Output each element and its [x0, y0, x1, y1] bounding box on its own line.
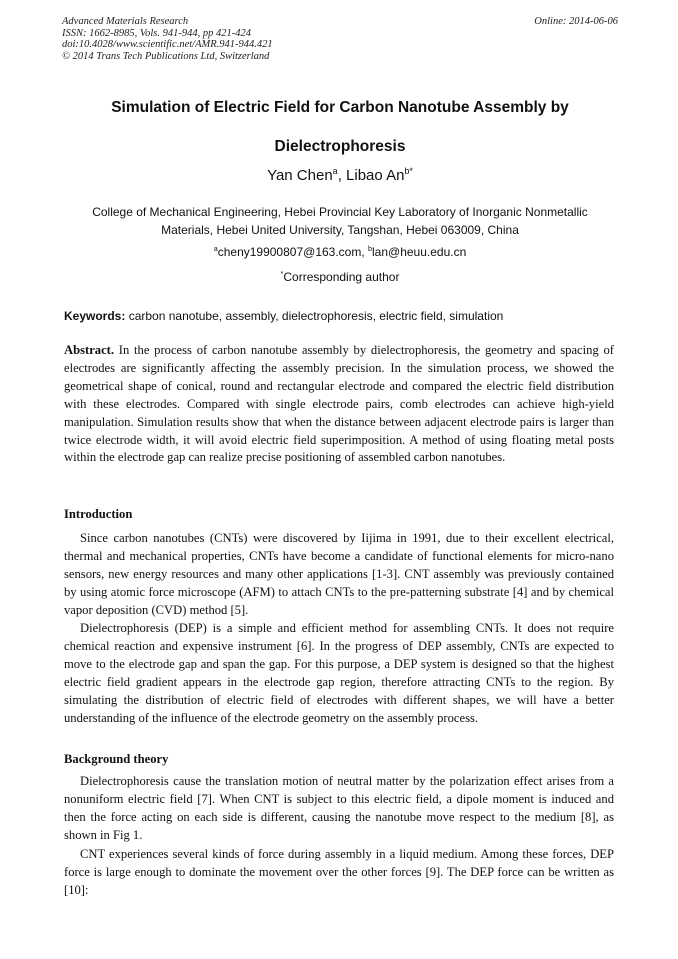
journal-issn: ISSN: 1662-8985, Vols. 941-944, pp 421-424: [62, 27, 251, 39]
affiliation: [62, 203, 618, 239]
journal-name: Advanced Materials Research: [62, 16, 189, 27]
keywords-label: Keywords:: [64, 309, 126, 323]
email-a-link[interactable]: cheny19900807@163.com: [217, 245, 362, 259]
journal-doi: doi:10.4028/www.scientific.net/AMR.941-944.421: [62, 39, 273, 51]
abstract-text: In the process of carbon nanotube assembly by dielectrophoresis, the geometry and spacing of electrodes are significantly affecting the assembly precision. In the simulation process, we showed the geometrical shape of conical, round and rectangular electrode and compared the electric field distribution with these electrodes. Compared with single electrode pairs, comb electrodes can achieve high-yield manipulation. Simulation results show that when the distance between adjacent electrode pairs is larger than twice electrode width, it will avoid electric field superimposition. A method of using floating metal posts within the electrode gap can realize precise positioning of assembled carbon nanotubes.: [64, 343, 614, 465]
background-paragraph-2: CNT experiences several kinds of force during assembly in a liquid medium. Among these forces, DEP force is large enough to dominate the movement over the other forces [9]. The DEP force can be written as [10]:: [64, 847, 614, 897]
author-separator: ,: [337, 167, 347, 184]
paper-title-line-1: Simulation of Electric Field for Carbon Nanotube Assembly by: [111, 99, 569, 116]
author-1-affil-mark: a: [332, 166, 338, 176]
author-emails: [62, 243, 618, 261]
section-heading-introduction: Introduction: [64, 507, 133, 521]
journal-header: [62, 16, 618, 62]
keywords: [64, 307, 618, 325]
affiliation-line-1: College of Mechanical Engineering, Hebei Provincial Key Laboratory of Inorganic Nonmetallic: [92, 205, 588, 219]
section-heading-background-theory: Background theory: [64, 752, 169, 766]
background-paragraph-1: Dielectrophoresis cause the translation motion of neutral matter by the polarization effect arises from a nonuniform electric field [7]. When CNT is subject to this electric field, a dipole moment is induced and then the force acting on each side is different, causing the nanotube move respect to the medium [8], as shown in Fig 1.: [64, 774, 614, 842]
corresponding-mark: *: [280, 269, 284, 278]
email-b-mark: b: [368, 244, 373, 253]
introduction-paragraph-1: Since carbon nanotubes (CNTs) were discovered by Iijima in 1991, due to their excellent electrical, thermal and mechanical properties, CNTs have become a candidate of functional elements for micro-nano sensors, new energy resources and many other applications [1-3]. CNT assembly was previously contained by using atomic force microscope (AFM) to attach CNTs to the pre-patterning substrate [4] and by chemical vapor deposition (CVD) method [5].: [64, 531, 614, 617]
online-date: Online: 2014-06-06: [534, 16, 618, 27]
introduction-paragraph-2: Dielectrophoresis (DEP) is a simple and efficient method for assembling CNTs. It does not require chemical reaction and expensive instrument [6]. In the progress of DEP assembly, CNTs are expected to move to the electrode gap and span the gap. For this purpose, a DEP system is designed so that the highest electric field gradient appears in the electrode gap region, therefore attracting CNTs to the region. By simulating the distribution of electric field of electrodes with different shapes, we will have a better understanding of the influence of the electrode geometry on the assembly process.: [64, 621, 614, 725]
affiliation-line-2: Materials, Hebei United University, Tangshan, Hebei 063009, China: [161, 223, 519, 237]
author-1-name: Yan Chen: [267, 167, 333, 184]
email-a-mark: a: [213, 244, 218, 253]
corresponding-author-note: [62, 268, 618, 286]
email-separator: ,: [361, 245, 369, 259]
author-list: [62, 166, 618, 186]
abstract: [64, 342, 614, 467]
corresponding-text: Corresponding author: [283, 270, 400, 284]
keywords-text: carbon nanotube, assembly, dielectrophoresis, electric field, simulation: [125, 309, 504, 323]
abstract-label: Abstract.: [64, 343, 115, 357]
author-2-affil-mark: b*: [404, 166, 413, 176]
email-b-link[interactable]: lan@heuu.edu.cn: [372, 245, 467, 259]
paper-title-line-2: Dielectrophoresis: [274, 138, 406, 155]
journal-copyright: © 2014 Trans Tech Publications Ltd, Switzerland: [62, 50, 270, 62]
paper-title: [62, 88, 618, 166]
author-2-name: Libao An: [346, 167, 405, 184]
